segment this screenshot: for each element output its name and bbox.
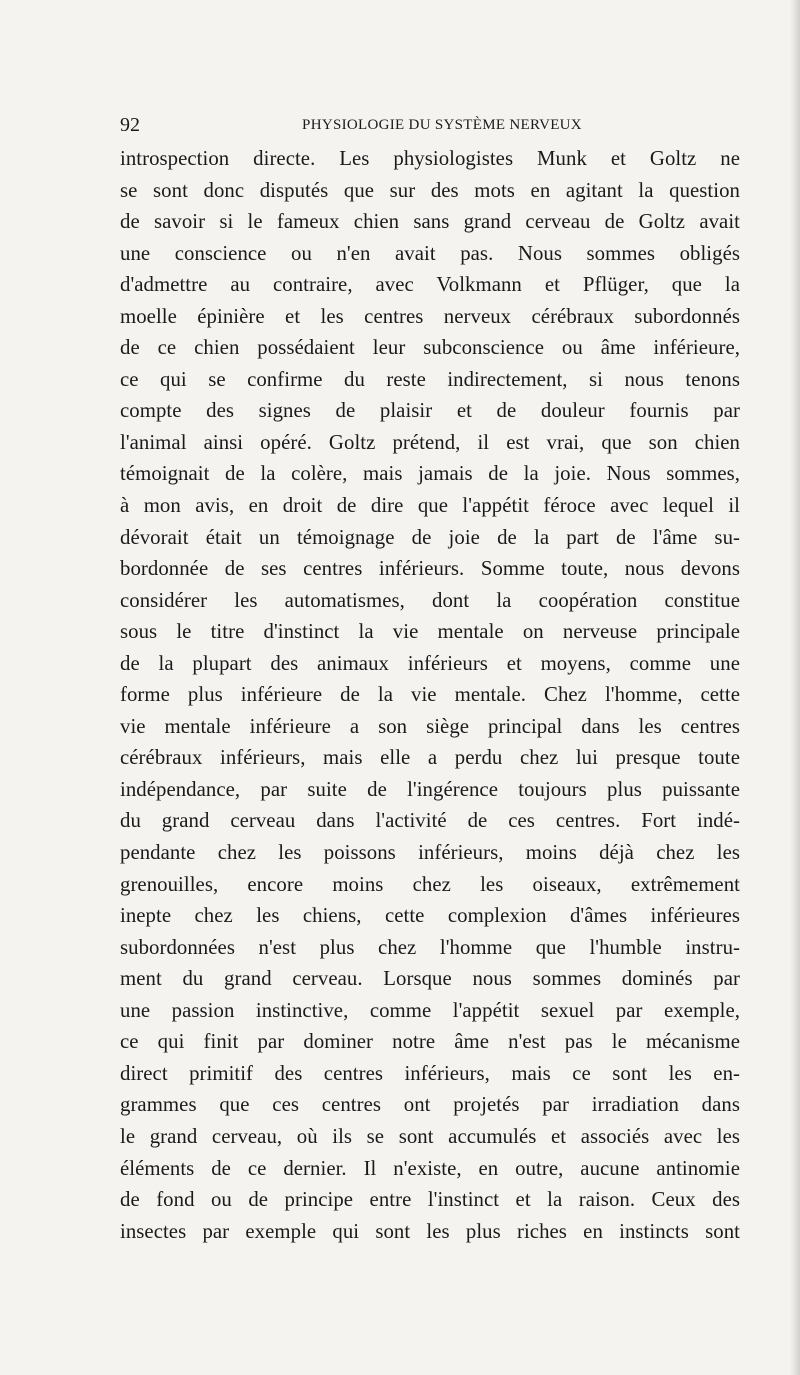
text-line: se sont donc disputés que sur des mots en agitant la question [120,178,740,202]
text-line: vie mentale inférieure a son siège principal dans les centres [120,714,740,738]
text-line: d'admettre au contraire, avec Volkmann et Pflüger, que la [120,273,740,297]
page-edge-shadow [790,0,800,1375]
text-line: moelle épinière et les centres nerveux cérébraux subordonnés [120,304,740,328]
page-header [120,113,740,139]
text-line: du grand cerveau dans l'activité de ces centres. Fort indé- [120,809,740,833]
text-line: insectes par exemple qui sont les plus riches en instincts sont [120,1219,740,1243]
text-line: introspection directe. Les physiologistes Munk et Goltz ne [120,147,740,170]
text-line: une conscience ou n'en avait pas. Nous sommes obligés [120,241,740,265]
text-line: l'animal ainsi opéré. Goltz prétend, il est vrai, que son chien [120,430,740,454]
text-line: subordonnées n'est plus chez l'homme que l'humble instru- [120,935,740,959]
text-line: indépendance, par suite de l'ingérence toujours plus puissante [120,777,740,801]
text-line: direct primitif des centres inférieurs, mais ce sont les en- [120,1061,740,1085]
text-line: compte des signes de plaisir et de douleur fournis par [120,399,740,423]
body-text [120,143,740,1313]
text-line: grenouilles, encore moins chez les oiseaux, extrêmement [120,872,740,896]
text-line: témoignait de la colère, mais jamais de la joie. Nous sommes, [120,462,740,486]
text-line: éléments de ce dernier. Il n'existe, en outre, aucune antinomie [120,1156,740,1180]
text-line: ce qui se confirme du reste indirectement, si nous tenons [120,367,740,391]
text-line: ment du grand cerveau. Lorsque nous sommes dominés par [120,967,740,991]
text-line: dévorait était un témoignage de joie de la part de l'âme su- [120,525,740,549]
running-head: PHYSIOLOGIE DU SYSTÈME NERVEUX [302,117,582,133]
text-line: bordonnée de ses centres inférieurs. Somme toute, nous devons [120,557,740,581]
text-line: forme plus inférieure de la vie mentale. Chez l'homme, cette [120,683,740,707]
text-line: cérébraux inférieurs, mais elle a perdu chez lui presque toute [120,746,740,770]
text-line: ce qui finit par dominer notre âme n'est pas le mécanisme [120,1030,740,1054]
page-number: 92 [120,114,140,136]
text-line: le grand cerveau, où ils se sont accumulés et associés avec les [120,1124,740,1148]
text-line: de la plupart des animaux inférieurs et moyens, comme une [120,651,740,675]
text-line: de savoir si le fameux chien sans grand cerveau de Goltz avait [120,210,740,234]
text-line: une passion instinctive, comme l'appétit sexuel par exemple, [120,998,740,1022]
text-line: pendante chez les poissons inférieurs, moins déjà chez les [120,841,740,865]
text-line: grammes que ces centres ont projetés par irradiation dans [120,1093,740,1117]
text-line: à mon avis, en droit de dire que l'appétit féroce avec lequel il [120,494,740,518]
text-line: considérer les automatismes, dont la coopération constitue [120,588,740,612]
text-line: sous le titre d'instinct la vie mentale on nerveuse principale [120,620,740,644]
text-line: inepte chez les chiens, cette complexion d'âmes inférieures [120,904,740,928]
text-line: de ce chien possédaient leur subconscience ou âme inférieure, [120,336,740,360]
text-line: de fond ou de principe entre l'instinct et la raison. Ceux des [120,1188,740,1212]
